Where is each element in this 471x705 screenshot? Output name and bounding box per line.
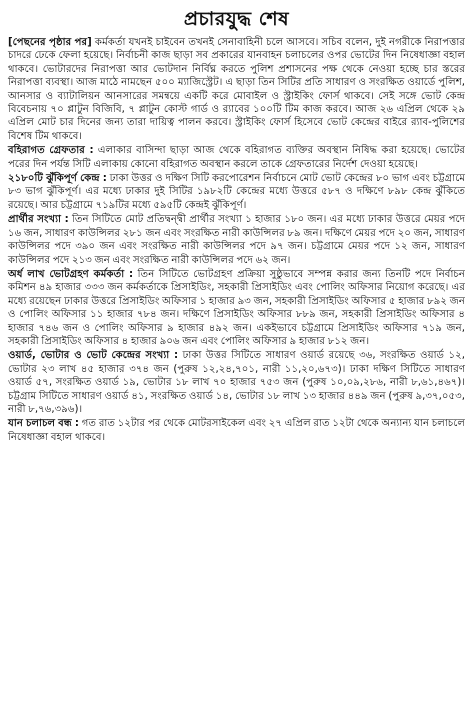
paragraph-risky-centres	[8, 172, 465, 212]
section-lead: অর্ধ লাখ ভোটগ্রহণ কর্মকর্তা :	[8, 268, 134, 280]
paragraph-traffic-ban	[8, 417, 465, 444]
headline: প্রচারযুদ্ধ শেষ	[183, 8, 290, 30]
paragraph-candidates	[8, 213, 465, 267]
paragraph-wards-voters	[8, 349, 465, 416]
paragraph-text: তিন সিটিতে মোট প্রতিদ্বন্দ্বী প্রার্থীর সংখ্যা ১ হাজার ১৮০ জন। এর মধ্যে ঢাকার উত্তরে মেয়র পদে ১৬ জন, সাধারণ কাউন্সিলর ২৮১ জন এবং সংরক্ষিত নারী কাউন্সিলর ৮৯ জন। দক্ষিণে মেয়র পদে ২০ জন, সাধারণ কাউন্সিলর পদে ৩৯০ জন এবং সংরক্ষিত নারী কাউন্সিলর পদে ৯৭ জন। চট্টগ্রামে মেয়র পদে ১২ জন, সাধারণ কাউন্সিলর পদে ২১৩ জন এবং সংরক্ষিত নারী কাউন্সিলর পদে ৬২ জন।	[8, 214, 465, 266]
section-lead: যান চলাচল বন্ধ :	[8, 418, 80, 430]
paragraph-intro	[8, 36, 465, 143]
continued-from-marker: [পেছনের পৃষ্ঠার পর]	[8, 37, 92, 48]
section-lead: ২১৮০টি ঝুঁকিপূর্ণ কেন্দ্র :	[8, 173, 107, 185]
paragraph-text: ঢাকা উত্তর ও দক্ষিণ সিটি করপোরেশন নির্বাচনে মোট ভোট কেন্দ্রের ৮০ ভাগ এবং চট্টগ্রামে ৮৩ ভাগ ঝুঁকিপূর্ণ। এর মধ্যে ঢাকার দুই সিটির ১৯৮২টি কেন্দ্রের মধ্যে উত্তরে ৫৮৭ ও দক্ষিণে ৮৯৮ কেন্দ্র ঝুঁকিতে রয়েছে। আর চট্টগ্রামে ৭১৯টির মধ্যে ৫৯৫টি কেন্দ্রই ঝুঁকিপূর্ণ।	[8, 173, 465, 211]
paragraph-text: ঢাকা উত্তর সিটিতে সাধারণ ওয়ার্ড রয়েছে ৩৬, সংরক্ষিত ওয়ার্ড ১২, ভোটার ২৩ লাখ ৪৫ হাজার ৩৭৪ জন (পুরুষ ১২,২৪,৭০১, নারী ১১,২০,৬৭৩)। ঢাকা দক্ষিণ সিটিতে সাধারণ ওয়ার্ড ৫৭, সংরক্ষিত ওয়ার্ড ১৯, ভোটার ১৮ লাখ ৭০ হাজার ৭৫৩ জন (পুরুষ ১০,০৯,২৮৬, নারী ৮,৬১,৪৬৭)। চট্টগ্রাম সিটিতে সাধারণ ওয়ার্ড ৪১, সংরক্ষিত ওয়ার্ড ১৪, ভোটার ১৮ লাখ ১৩ হাজার ৪৪৯ জন (পুরুষ ৯,৩৭,০৫৩, নারী ৮,৭৬,৩৯৬)।	[8, 350, 466, 415]
paragraph-text: তিন সিটিতে ভোটগ্রহণ প্রক্রিয়া সুষ্ঠুভাবে সম্পন্ন করার জন্য তিনটি পদে নির্বাচন কমিশন ৪৯ হাজার ৩৩৩ জন কর্মকর্তাকে প্রিসাইডিং, সহকারী প্রিসাইডিং এবং পোলিং অফিসার নিয়োগ করেছে। এর মধ্যে রয়েছেন ঢাকার উত্তরে প্রিসাইডিং অফিসার ১ হাজার ৯৩ জন, সহকারী প্রিসাইডিং অফিসার ৫ হাজার ৮৯২ জন ও পোলিং অফিসার ১১ হাজার ৭৮৪ জন। দক্ষিণে প্রিসাইডিং অফিসার ৮৮৯ জন, সহকারী প্রিসাইডিং অফিসার ৪ হাজার ৭৪৬ জন ও পোলিং অফিসার ৯ হাজার ৪৯২ জন। একইভাবে চট্টগ্রামে প্রিসাইডিং অফিসার ৭১৯ জন, সহকারী প্রিসাইডিং অফিসার ৪ হাজার ৯০৬ জন এবং পোলিং অফিসার ৯ হাজার ৮১২ জন।	[8, 268, 465, 347]
paragraph-text: এলাকার বাসিন্দা ছাড়া আজ থেকে বহিরাগত ব্যক্তির অবস্থান নিষিদ্ধ করা হয়েছে। ভোটের পরের দিন পর্যন্ত সিটি এলাকায় কোনো বহিরাগত অবস্থান করলে তাকে গ্রেফতারের নির্দেশ দেওয়া হয়েছে।	[8, 145, 465, 170]
paragraph-text: কর্মকর্তা যখনই চাইবেন তখনই সেনাবাহিনী চলে আসবে। সচিব বলেন, দুই নগরীকে নিরাপত্তার চাদরে ঢেকে ফেলা হয়েছে। নির্বাচনী কাজ ছাড়া সব প্রকারের যানবাহন চলাচলের ওপর ভোটের দিন নিষেধাজ্ঞা বহাল থাকবে। ভোটারদের নিরাপত্তা আর ভোটদান নির্বিঘ্ন করতে পুলিশ প্রশাসনের পক্ষ থেকে নেওয়া হচ্ছে চার স্তরের নিরাপত্তা ব্যবস্থা। আজ মাঠে নামছেন ৫০০ ম্যাজিস্ট্রেট। এ ছাড়া তিন সিটির প্রতি সাধারণ ও সংরক্ষিত ওয়ার্ডে পুলিশ, আনসার ও ব্যাটালিয়ন আনসারের সমন্বয়ে একটি করে মোবাইল ও স্ট্রাইকিং ফোর্স থাকবে। সেই সঙ্গে ভোট কেন্দ্র বিবেচনায় ৭০ প্লাটুন বিজিবি, ৭ প্লাটুন কোস্ট গার্ড ও র‌্যাবের ১০০টি টিম কাজ করবে। আজ ২৬ এপ্রিল থেকে ২৯ এপ্রিল মোট চার দিনের জন্য তারা দায়িত্ব পালন করবে। স্ট্রাইকিং ফোর্স হিসেবে ভোট কেন্দ্রের বাইরে র‌্যাব-পুলিশের বিশেষ টিম থাকবে।	[8, 37, 465, 142]
section-lead: প্রার্থীর সংখ্যা :	[8, 214, 69, 226]
paragraph-outsider-arrest	[8, 144, 465, 171]
section-lead: ওয়ার্ড, ভোটার ও ভোট কেন্দ্রের সংখ্যা :	[8, 350, 179, 362]
section-lead: বহিরাগত গ্রেফতার :	[8, 145, 94, 157]
paragraph-officials	[8, 268, 465, 348]
paragraph-text: গত রাত ১২টার পর থেকে মোটরসাইকেল এবং ২৭ এপ্রিল রাত ১২টা থেকে অন্যান্য যান চলাচলে নিষেধাজ্ঞা বহাল থাকবে।	[8, 418, 465, 443]
